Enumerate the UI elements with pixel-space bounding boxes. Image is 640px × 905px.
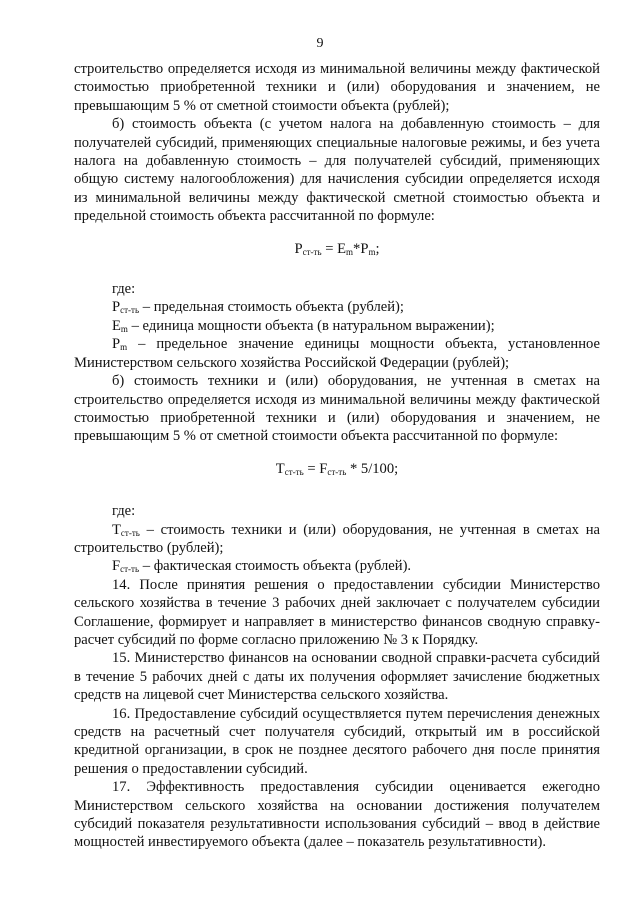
definition-actual-cost: $F_{ст-ть}$ – фактическая стоимость объекта (рублей). (112, 558, 412, 575)
where-label: где: (112, 503, 136, 520)
where-label: где: (112, 281, 136, 298)
paragraph-15: 15. Министерство финансов на основании сводной справки-расчета субсидий в течение 5 рабочих дней с даты их получения оформляет зачисление бюджетных средств на лицевой счет Министерства сельского хозяйства. (74, 650, 600, 704)
page-number: 9 (316, 36, 324, 51)
paragraph-14: 14. После принятия решения о предоставлении субсидии Министерство сельского хозяйства в течение 3 рабочих дней заключает с получателем субсидии Соглашение, формирует и направляет в министерство финансов сводную справку-расчет субсидий по форме согласно приложению № 3 к Порядку. (74, 576, 600, 648)
paragraph-16: 16. Предоставление субсидий осуществляется путем перечисления денежных средств на расчетный счет получателя субсидий, открытый им в российской кредитной организации, в срок не позднее десятого рабочего дня после принятия решения о предоставлении субсидий. (74, 705, 600, 777)
paragraph-equipment-cost: б) стоимость техники и (или) оборудования, не учтенная в сметах на строительство определяется исходя из минимальной величины между фактической стоимостью приобретенной техники и (или) оборудования и значением, не превышающим 5 % от сметной стоимости объекта рассчитанной по формуле: (74, 373, 600, 445)
definition-equipment-cost: $T_{ст-ть}$ – стоимость техники и (или) оборудования, не учтенная в сметах на строительство (рублей); (74, 521, 600, 556)
paragraph-continuation: строительство определяется исходя из минимальной величины между фактической стоимостью приобретенной техники и (или) оборудования и значением, не превышающим 5 % от сметной стоимости объекта (рублей); (74, 61, 600, 114)
definition-capacity-unit: $E_m$ – единица мощности объекта (в натуральном выражении); (112, 317, 495, 334)
formula-max-cost: $P_{ст-ть} = E_m*P_m$; (294, 240, 380, 257)
definition-max-cost: $P_{ст-ть}$ – предельная стоимость объекта (рублей); (112, 299, 404, 316)
paragraph-object-cost: б) стоимость объекта (с учетом налога на добавленную стоимость – для получателей субсидий, применяющих специальные налоговые режимы, и без учета налога на добавленную стоимость – для получателей субсидий, применяющих общую систему налогообложения) для начисления субсидии определяется исходя из минимальной величины между фактической сметной стоимостью объекта и предельной стоимость объекта рассчитанной по формуле: (74, 116, 600, 225)
document-body (74, 60, 600, 852)
formula-equipment-cost: $T_{ст-ть} = F_{ст-ть} * 5/100$; (275, 460, 399, 477)
definition-unit-max-value: $P_m$ – предельное значение единицы мощности объекта, установленное Министерством сельского хозяйства Российской Федерации (рублей); (74, 336, 600, 371)
paragraph-17: 17. Эффективность предоставления субсидии оценивается ежегодно Министерством сельского хозяйства на основании достижения получателем субсидий показателя результативности использования субсидий – ввод в действие мощностей инвестируемого объекта (далее – показатель результативности). (74, 779, 600, 851)
